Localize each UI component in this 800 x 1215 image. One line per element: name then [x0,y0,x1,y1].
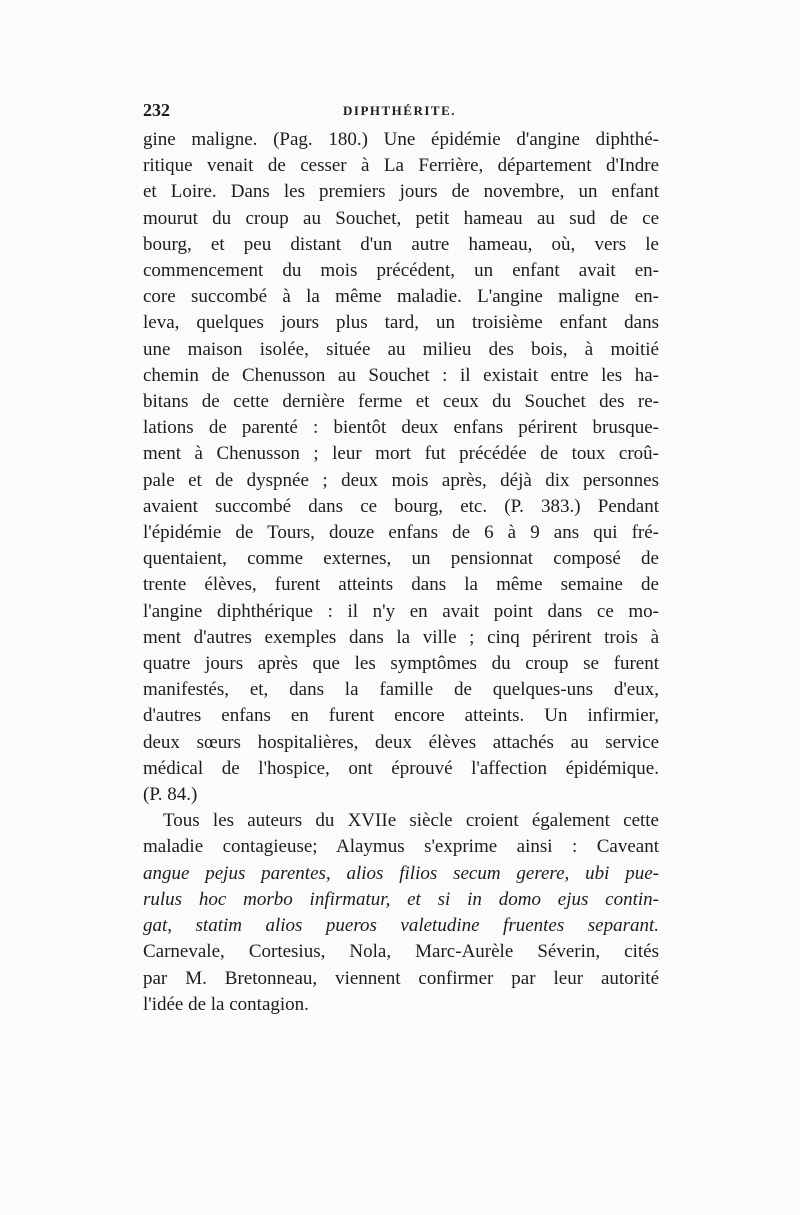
text-line: l'idée de la contagion. [143,993,309,1015]
text-line: trente élèves, furent atteints dans la même semaine de [143,574,659,596]
text-line: bitans de cette dernière ferme et ceux du Souchet des re- [143,391,659,413]
text-line: Carnevale, Cortesius, Nola, Marc-Aurèle Séverin, cités [143,941,659,963]
text-line: et Loire. Dans les premiers jours de novembre, un enfant [143,181,659,203]
text-line: d'autres enfans en furent encore atteints. Un infirmier, [143,705,659,727]
text-line: mourut du croup au Souchet, petit hameau au sud de ce [143,207,659,229]
text-line: maladie contagieuse; Alaymus s'exprime ainsi : Caveant [143,836,659,858]
text-line: core succombé à la même maladie. L'angine maligne en- [143,286,659,308]
text-line: l'angine diphthérique : il n'y en avait point dans ce mo- [143,600,659,622]
text-line: commencement du mois précédent, un enfant avait en- [143,260,659,282]
page-header [143,100,663,124]
text-line: lations de parenté : bientôt deux enfans périrent brusque- [143,417,659,439]
text-line: rulus hoc morbo infirmatur, et si in domo ejus contin- [143,888,659,910]
text-line: chemin de Chenusson au Souchet : il existait entre les ha- [143,364,659,386]
text-line: angue pejus parentes, alios filios secum gerere, ubi pue- [143,862,659,884]
text-line: quentaient, comme externes, un pensionnat composé de [143,548,659,570]
text-line: deux sœurs hospitalières, deux élèves attachés au service [143,731,659,753]
text-line: (P. 84.) [143,784,198,806]
text-line: gine maligne. (Pag. 180.) Une épidémie d'angine diphthé- [143,129,659,150]
text-line: avaient succombé dans ce bourg, etc. (P. 383.) Pendant [143,495,659,517]
text-line: Tous les auteurs du XVIIe siècle croient également cette [163,810,659,832]
text-line: ment à Chenusson ; leur mort fut précédée de toux croû- [143,443,659,465]
text-line: l'épidémie de Tours, douze enfans de 6 à 9 ans qui fré- [143,522,659,544]
text-line: leva, quelques jours plus tard, un troisième enfant dans [143,312,659,334]
text-line: pale et de dyspnée ; deux mois après, déjà dix personnes [143,469,659,491]
text-line: manifestés, et, dans la famille de quelques-uns d'eux, [143,679,659,701]
text-line: ment d'autres exemples dans la ville ; cinq périrent trois à [143,626,659,648]
body-text [143,127,659,1018]
text-line: gat, statim alios pueros valetudine fruentes separant. [143,915,659,937]
text-line: médical de l'hospice, ont éprouvé l'affection épidémique. [143,757,659,779]
text-line: ritique venait de cesser à La Ferrière, département d'Indre [143,155,659,177]
running-head: DIPHTHÉRITE. [343,103,456,118]
text-line: bourg, et peu distant d'un autre hameau, où, vers le [143,233,659,255]
text-line: quatre jours après que les symptômes du croup se furent [143,653,659,675]
page-number: 232 [143,100,170,120]
text-line: une maison isolée, située au milieu des bois, à moitié [143,338,659,360]
text-line: par M. Bretonneau, viennent confirmer par leur autorité [143,967,659,989]
